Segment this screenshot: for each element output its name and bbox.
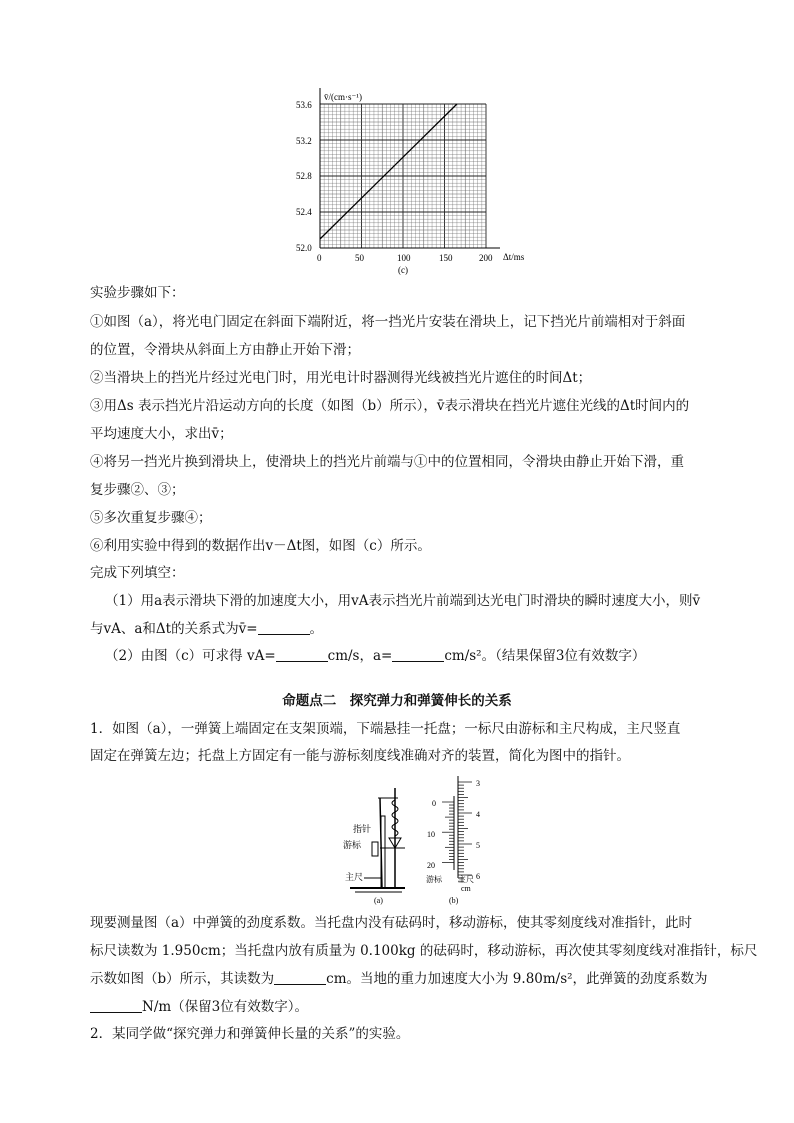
steps-title: 实验步骤如下： <box>90 285 185 301</box>
scale-b <box>442 776 472 881</box>
graph-c <box>0 0 794 290</box>
p2c-text-end: cm。当地的重力加速度大小为 9.80m/s²，此弹簧的劲度系数为 <box>326 971 708 987</box>
p2c-text: 示数如图（b）所示，其读数为 <box>90 971 275 987</box>
pointer-label: 指针 <box>353 824 372 834</box>
xtick-50: 50 <box>355 253 364 263</box>
step-4-line-b: 复步骤②、③； <box>90 482 185 498</box>
ytick-52-0: 52.0 <box>296 243 312 253</box>
p2d-text: N/m（保留3位有效数字）。 <box>142 999 309 1015</box>
q2-text-b: cm/s，a= <box>327 648 393 664</box>
graph-grid <box>320 88 500 248</box>
spring-figure <box>0 770 794 910</box>
answer-blank-reading[interactable] <box>274 970 326 985</box>
step-4-line-a: ④将另一挡光片换到滑块上，使滑块上的挡光片前端与①中的位置相同，令滑块由静止开始下滑，重 <box>90 454 684 470</box>
question-2 <box>105 646 745 666</box>
graph-caption: (c) <box>398 265 408 275</box>
step-3-line-a: ③用Δs 表示挡光片沿运动方向的长度（如图（b）所示），v̄表示滑块在挡光片遮住光线的Δt时间内的 <box>90 398 690 414</box>
q1-text: 与vA、a和Δt的关系式为v̄= <box>90 621 258 637</box>
answer-blank-va[interactable] <box>276 647 328 662</box>
xtick-0: 0 <box>317 253 322 263</box>
caption-a: (a) <box>374 896 383 905</box>
main-tick-4: 4 <box>476 810 480 819</box>
question-1-line-b <box>90 619 730 639</box>
main-tick-6: 6 <box>476 872 480 881</box>
ytick-53-2: 53.2 <box>296 136 312 146</box>
vernier-tick-10: 10 <box>427 830 435 839</box>
xtick-100: 100 <box>397 253 411 263</box>
q2-text-a: （2）由图（c）可求得 vA= <box>105 648 276 664</box>
problem-2: 2．某同学做“探究弹力和弹簧伸长量的关系”的实验。 <box>90 1026 410 1042</box>
graph-ylabel: v̄/(cm·s⁻¹) <box>324 92 362 102</box>
problem-1-para-2-d <box>90 997 730 1017</box>
q1-end: 。 <box>309 621 324 637</box>
problem-1-para-2-c <box>90 969 730 989</box>
answer-blank-stiffness[interactable] <box>90 998 142 1013</box>
main-tick-3: 3 <box>476 779 480 788</box>
section-title: 命题点二 探究弹力和弹簧伸长的关系 <box>282 693 512 709</box>
problem-1-para-2-a: 现要测量图（a）中弹簧的劲度系数。当托盘内没有砝码时，移动游标，使其零刻度线对准指针，此时 <box>90 915 693 931</box>
step-6: ⑥利用实验中得到的数据作出v－Δt图，如图（c）所示。 <box>90 538 431 554</box>
q2-text-c: cm/s²。（结果保留3位有效数字） <box>444 648 646 664</box>
main-tick-5: 5 <box>476 841 480 850</box>
ytick-53-6: 53.6 <box>296 100 312 110</box>
step-3-line-b: 平均速度大小，求出v̄； <box>90 426 233 442</box>
answer-blank-q1[interactable] <box>258 620 310 635</box>
vernier-label: 游标 <box>343 840 362 850</box>
answer-blank-a[interactable] <box>392 647 444 662</box>
step-1-line-a: ①如图（a），将光电门固定在斜面下端附近，将一挡光片安装在滑块上，记下挡光片前端相对于斜面 <box>90 314 686 330</box>
problem-1-para-2-b: 标尺读数为 1.950cm；当托盘内放有质量为 0.100kg 的砝码时，移动游标，再次使其零刻度线对准指针，标尺 <box>90 943 758 959</box>
problem-1-line-b: 固定在弹簧左边；托盘上方固定有一能与游标刻度线准确对齐的装置，简化为图中的指针。 <box>90 748 630 764</box>
step-2: ②当滑块上的挡光片经过光电门时，用光电计时器测得光线被挡光片遮住的时间Δt； <box>90 370 592 386</box>
problem-1-line-a: 1．如图（a），一弹簧上端固定在支架顶端，下端悬挂一托盘；一标尺由游标和主尺构成，主尺竖直 <box>90 721 681 737</box>
question-1-line-a: （1）用a表示滑块下滑的加速度大小，用vA表示挡光片前端到达光电门时滑块的瞬时速度大小，则v̄ <box>105 593 701 609</box>
graph-xlabel: Δt/ms <box>503 252 525 262</box>
ytick-52-8: 52.8 <box>296 171 312 181</box>
main-bottom-label: 主尺 <box>458 875 474 884</box>
vernier-tick-20: 20 <box>427 861 435 870</box>
ytick-52-4: 52.4 <box>296 207 312 217</box>
step-1-line-b: 的位置，令滑块从斜面上方由静止开始下滑； <box>90 342 360 358</box>
step-5: ⑤多次重复步骤④； <box>90 510 212 526</box>
main-scale-label: 主尺 <box>345 872 364 882</box>
xtick-200: 200 <box>479 253 493 263</box>
caption-b: (b) <box>449 896 459 905</box>
vernier-bottom-label: 游标 <box>426 875 442 884</box>
unit-label: cm <box>461 884 471 893</box>
fill-title: 完成下列填空： <box>90 565 185 581</box>
vernier-tick-0: 0 <box>432 799 436 808</box>
xtick-150: 150 <box>439 253 453 263</box>
